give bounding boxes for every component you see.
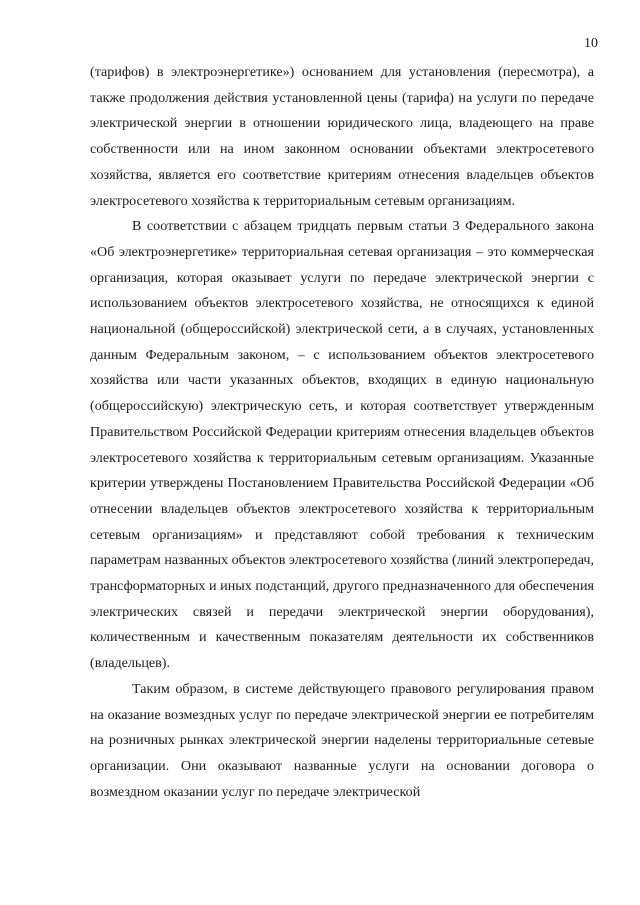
document-body: [90, 60, 594, 805]
paragraph-continuation: (тарифов) в электроэнергетике») основанием для установления (пересмотра), а также продолжения действия установленной цены (тарифа) на услуги по передаче электрической энергии в отношении юридического лица, владеющего на праве собственности или на ином законном основании объектами электросетевого хозяйства, является его соответствие критериям отнесения владельцев объектов электросетевого хозяйства к территориальным сетевым организациям.: [90, 64, 594, 209]
paragraph-definition: В соответствии с абзацем тридцать первым статьи 3 Федерального закона «Об электроэнергетике» территориальная сетевая организация – это коммерческая организация, которая оказывает услуги по передаче электрической энергии с использованием объектов электросетевого хозяйства, не относящихся к единой национальной (общероссийской) электрической сети, а в случаях, установленных данным Федеральным законом, – с использованием объектов электросетевого хозяйства или части указанных объектов, входящих в единую национальную (общероссийскую) электрическую сеть, и которая соответствует утвержденным Правительством Российской Федерации критериям отнесения владельцев объектов электросетевого хозяйства к территориальным сетевым организациям. Указанные критерии утверждены Постановлением Правительства Российской Федерации «Об отнесении владельцев объектов электросетевого хозяйства к территориальным сетевым организациям» и представляют собой требования к техническим параметрам названных объектов электросетевого хозяйства (линий электропередач, трансформаторных и иных подстанций, другого предназначенного для обеспечения электрических связей и передачи электрической энергии оборудования), количественным и качественным показателям деятельности их собственников (владельцев).: [90, 218, 594, 672]
page-number: 10: [584, 36, 598, 51]
paragraph-conclusion: Таким образом, в системе действующего правового регулирования правом на оказание возмездных услуг по передаче электрической энергии ее потребителям на розничных рынках электрической энергии наделены территориальные сетевые организации. Они оказывают названные услуги на основании договора о возмездном оказании услуг по передаче электрической: [90, 680, 594, 800]
